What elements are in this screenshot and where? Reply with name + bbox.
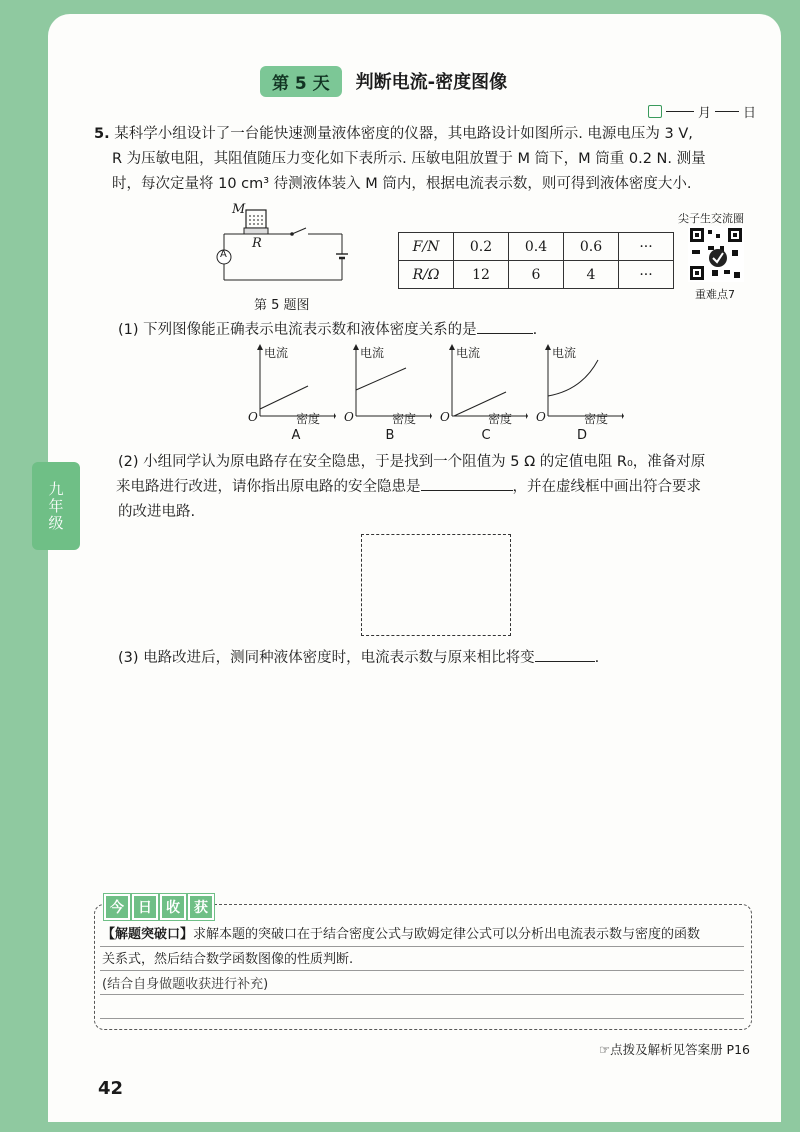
graph-a-origin: O	[248, 410, 258, 424]
graph-c-letter: C	[481, 428, 491, 443]
figure-caption: 第 5 题图	[254, 298, 310, 313]
table-row: R/Ω 12 6 4 ···	[399, 261, 674, 289]
day-blank[interactable]	[715, 111, 739, 112]
month-label: 月	[698, 106, 712, 121]
part1-answer-blank[interactable]	[477, 333, 533, 334]
drawing-box[interactable]	[361, 534, 511, 636]
graph-a-xlabel: 密度	[296, 412, 321, 426]
intro-line-1: 某科学小组设计了一台能快速测量液体密度的仪器，其电路设计如图所示. 电源电压为 3 V,	[114, 126, 693, 142]
summary-badge: 日	[132, 894, 158, 920]
summary-line-1: 求解本题的突破口在于结合密度公式与欧姆定律公式可以分析出电流表示数与密度的函数	[193, 927, 701, 942]
part2-line-3: 的改进电路.	[118, 504, 196, 520]
question-number: 5.	[94, 126, 110, 142]
graph-d-origin: O	[536, 410, 546, 424]
graph-d-letter: D	[576, 428, 587, 443]
month-blank[interactable]	[666, 111, 694, 112]
summary-badge: 收	[160, 894, 186, 920]
graph-c-xlabel: 密度	[488, 412, 513, 426]
graph-a-ylabel: 电流	[264, 346, 289, 360]
qr-code-icon[interactable]	[688, 226, 744, 282]
graph-b-xlabel: 密度	[392, 412, 417, 426]
graph-a	[248, 344, 336, 424]
graph-d-curve	[548, 360, 598, 396]
summary-badge: 获	[188, 894, 214, 920]
resistance-table	[398, 232, 674, 289]
summary-badges	[104, 894, 214, 920]
graph-b-ylabel: 电流	[360, 346, 385, 360]
graph-b-letter: B	[385, 428, 395, 443]
day-badge: 第 5 天	[260, 66, 342, 97]
graph-d-xlabel: 密度	[584, 412, 609, 426]
summary-rule	[100, 1018, 744, 1019]
part2-line-1: (2) 小组同学认为原电路存在安全隐患，于是找到一个阻值为 5 Ω 的定值电阻 R₀，准备对原	[118, 454, 706, 470]
day-label: 日	[743, 106, 757, 121]
part2-answer-blank[interactable]	[421, 490, 513, 491]
pressure-resistor	[244, 228, 268, 234]
graph-d-ylabel: 电流	[552, 346, 577, 360]
grade-side-tab: 九年级	[32, 462, 80, 550]
part1-text: (1) 下列图像能正确表示电流表示数和液体密度关系的是 .	[118, 322, 538, 338]
graph-a-letter: A	[291, 428, 301, 443]
part3-answer-blank[interactable]	[535, 661, 595, 662]
summary-badge: 今	[104, 894, 130, 920]
page-number: 42	[98, 1078, 124, 1099]
graph-c	[440, 344, 528, 424]
label-r: R	[252, 236, 262, 251]
graph-c-ylabel: 电流	[456, 346, 481, 360]
qr-bottom-label: 重难点7	[695, 288, 735, 301]
graph-a-line	[260, 386, 308, 409]
summary-content	[102, 924, 746, 996]
summary-key-label: 【解题突破口】	[102, 927, 194, 942]
intro-line-2: R 为压敏电阻，其阻值随压力变化如下表所示. 压敏电阻放置于 M 筒下，M 筒重 0.2 N. 测量	[112, 151, 706, 167]
date-field	[648, 102, 756, 121]
m-cylinder	[246, 210, 266, 228]
graph-options	[248, 344, 648, 448]
question-intro	[94, 122, 754, 197]
summary-line-3: (结合自身做题收获进行补充)	[102, 977, 269, 992]
graph-c-origin: O	[440, 410, 450, 424]
graph-d	[536, 344, 624, 424]
graph-b	[344, 344, 432, 424]
graph-b-line	[356, 368, 406, 390]
qr-top-label: 尖子生交流圈	[678, 212, 744, 225]
answer-reference: ☞点拨及解析见答案册 P16	[598, 1042, 750, 1057]
label-m: M	[232, 202, 246, 217]
graph-b-origin: O	[344, 410, 354, 424]
summary-rule	[100, 946, 744, 947]
table-row: F/N 0.2 0.4 0.6 ···	[399, 233, 674, 261]
page-title: 判断电流-密度图像	[355, 72, 508, 93]
intro-line-3: 时，每次定量将 10 cm³ 待测液体装入 M 筒内，根据电流表示数，则可得到液体密度大小.	[112, 176, 692, 192]
summary-rule	[100, 994, 744, 995]
switch	[292, 228, 306, 234]
page-header	[260, 66, 507, 96]
part2-text: (2) 小组同学认为原电路存在安全隐患，于是找到一个阻值为 5 Ω 的定值电阻 R₀，准备对原 来电路进行改进，请你指出原电路的安全隐患是 ，并在虚线框中画出符合要求 的改进电路.	[118, 450, 758, 525]
label-a: A	[220, 249, 227, 260]
calendar-icon	[648, 105, 662, 118]
summary-line-2: 关系式，然后结合数学函数图像的性质判断.	[102, 952, 354, 967]
summary-rule	[100, 970, 744, 971]
part3-text: (3) 电路改进后，测同种液体密度时，电流表示数与原来相比将变 .	[118, 650, 600, 666]
